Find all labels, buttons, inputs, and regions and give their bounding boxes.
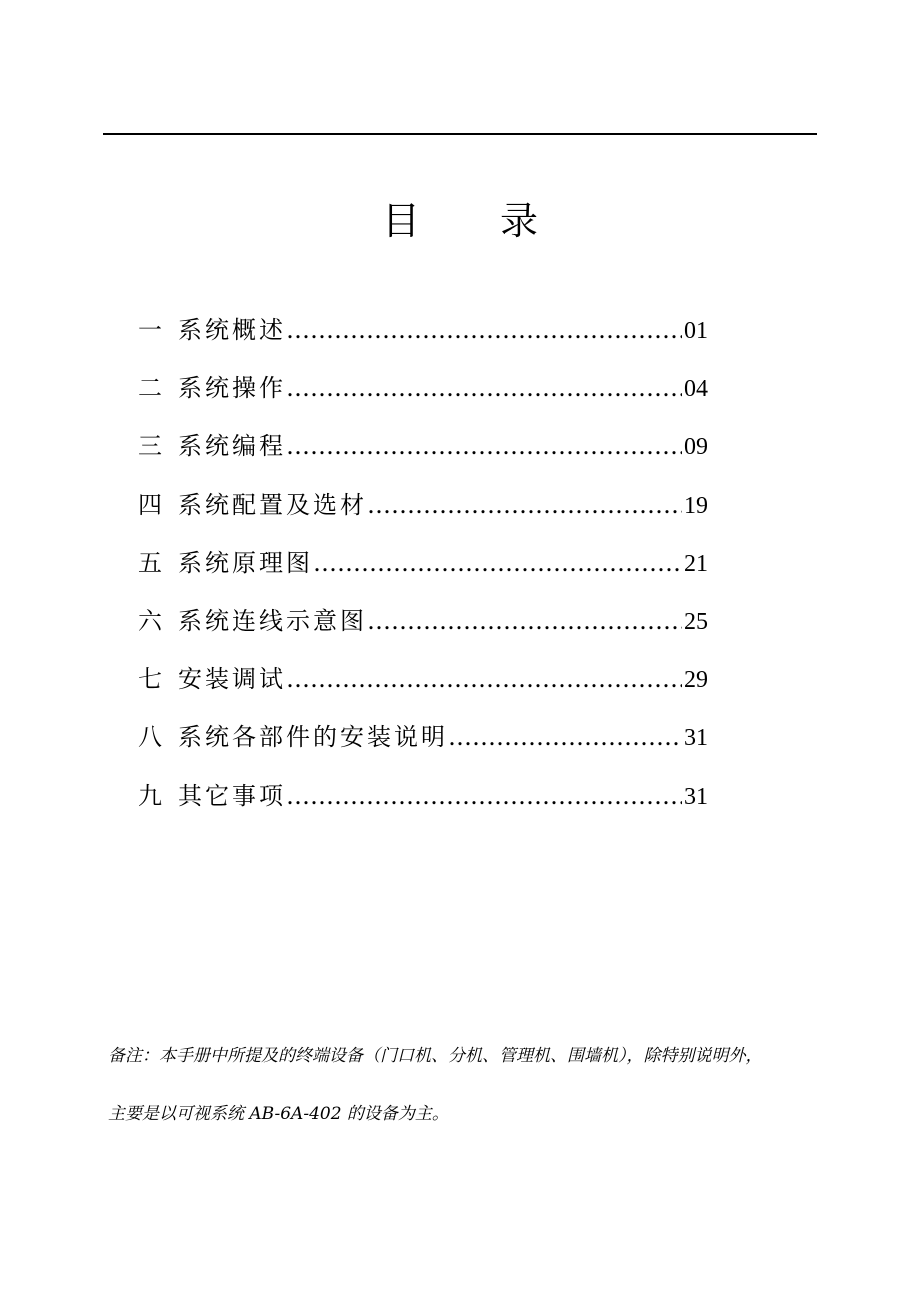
toc-entry-number: 四 xyxy=(138,490,162,519)
toc-entry-page: 29 xyxy=(684,667,708,694)
toc-entry-page: 01 xyxy=(684,318,708,344)
toc-entry-4[interactable] xyxy=(138,485,708,543)
toc-entry-5[interactable] xyxy=(138,543,708,601)
toc-entry-page: 21 xyxy=(684,550,708,577)
toc-entry-number: 三 xyxy=(138,432,162,461)
toc-entry-number: 六 xyxy=(138,606,162,635)
toc-dot-leader xyxy=(367,601,682,641)
toc-entry-label: 系统操作 xyxy=(178,374,286,403)
toc-entry-7[interactable] xyxy=(138,659,708,717)
toc-entry-9[interactable] xyxy=(138,776,708,834)
toc-entry-label: 系统配置及选材 xyxy=(178,490,367,519)
page-title xyxy=(0,196,920,246)
toc-entry-page: 04 xyxy=(684,376,708,403)
note-line-2: 主要是以可视系统 AB-6A-402 的设备为主。 xyxy=(108,1104,449,1124)
toc-dot-leader xyxy=(448,717,682,757)
toc-entry-8[interactable] xyxy=(138,717,708,775)
toc-entry-6[interactable] xyxy=(138,601,708,659)
toc-dot-leader xyxy=(286,368,682,408)
toc-entry-number: 一 xyxy=(138,316,162,344)
toc-entry-page: 31 xyxy=(684,725,708,752)
toc-entry-number: 七 xyxy=(138,665,162,694)
toc-entry-number: 二 xyxy=(138,374,162,403)
toc-entry-label: 其它事项 xyxy=(178,781,286,810)
toc-entry-page: 25 xyxy=(684,608,708,635)
title-char-right: 录 xyxy=(500,199,539,243)
toc-entry-3[interactable] xyxy=(138,426,708,484)
toc-entry-label: 系统编程 xyxy=(178,432,286,461)
toc-dot-leader xyxy=(286,310,682,350)
toc-entry-label: 系统连线示意图 xyxy=(178,606,367,635)
toc-entry-number: 九 xyxy=(138,781,162,810)
toc-dot-leader xyxy=(286,426,682,466)
toc-entry-label: 系统原理图 xyxy=(178,548,313,577)
note-line-1: 备注：本手册中所提及的终端设备（门口机、分机、管理机、围墙机），除特别说明外， xyxy=(108,1046,763,1066)
toc-dot-leader xyxy=(367,485,682,525)
toc-entry-page: 19 xyxy=(684,492,708,519)
toc-entry-number: 八 xyxy=(138,723,162,752)
toc-entry-2[interactable] xyxy=(138,368,708,426)
title-char-left: 目 xyxy=(381,199,420,243)
toc-entry-page: 09 xyxy=(684,434,708,461)
table-of-contents xyxy=(138,310,708,834)
toc-entry-label: 系统各部件的安装说明 xyxy=(178,723,448,752)
toc-entry-page: 31 xyxy=(684,783,708,810)
toc-entry-1[interactable] xyxy=(138,310,708,368)
toc-entry-label: 系统概述 xyxy=(178,316,286,344)
toc-dot-leader xyxy=(286,776,682,816)
toc-entry-number: 五 xyxy=(138,548,162,577)
toc-dot-leader xyxy=(313,543,682,583)
toc-entry-label: 安装调试 xyxy=(178,665,286,694)
header-rule xyxy=(103,133,817,135)
toc-dot-leader xyxy=(286,659,682,699)
